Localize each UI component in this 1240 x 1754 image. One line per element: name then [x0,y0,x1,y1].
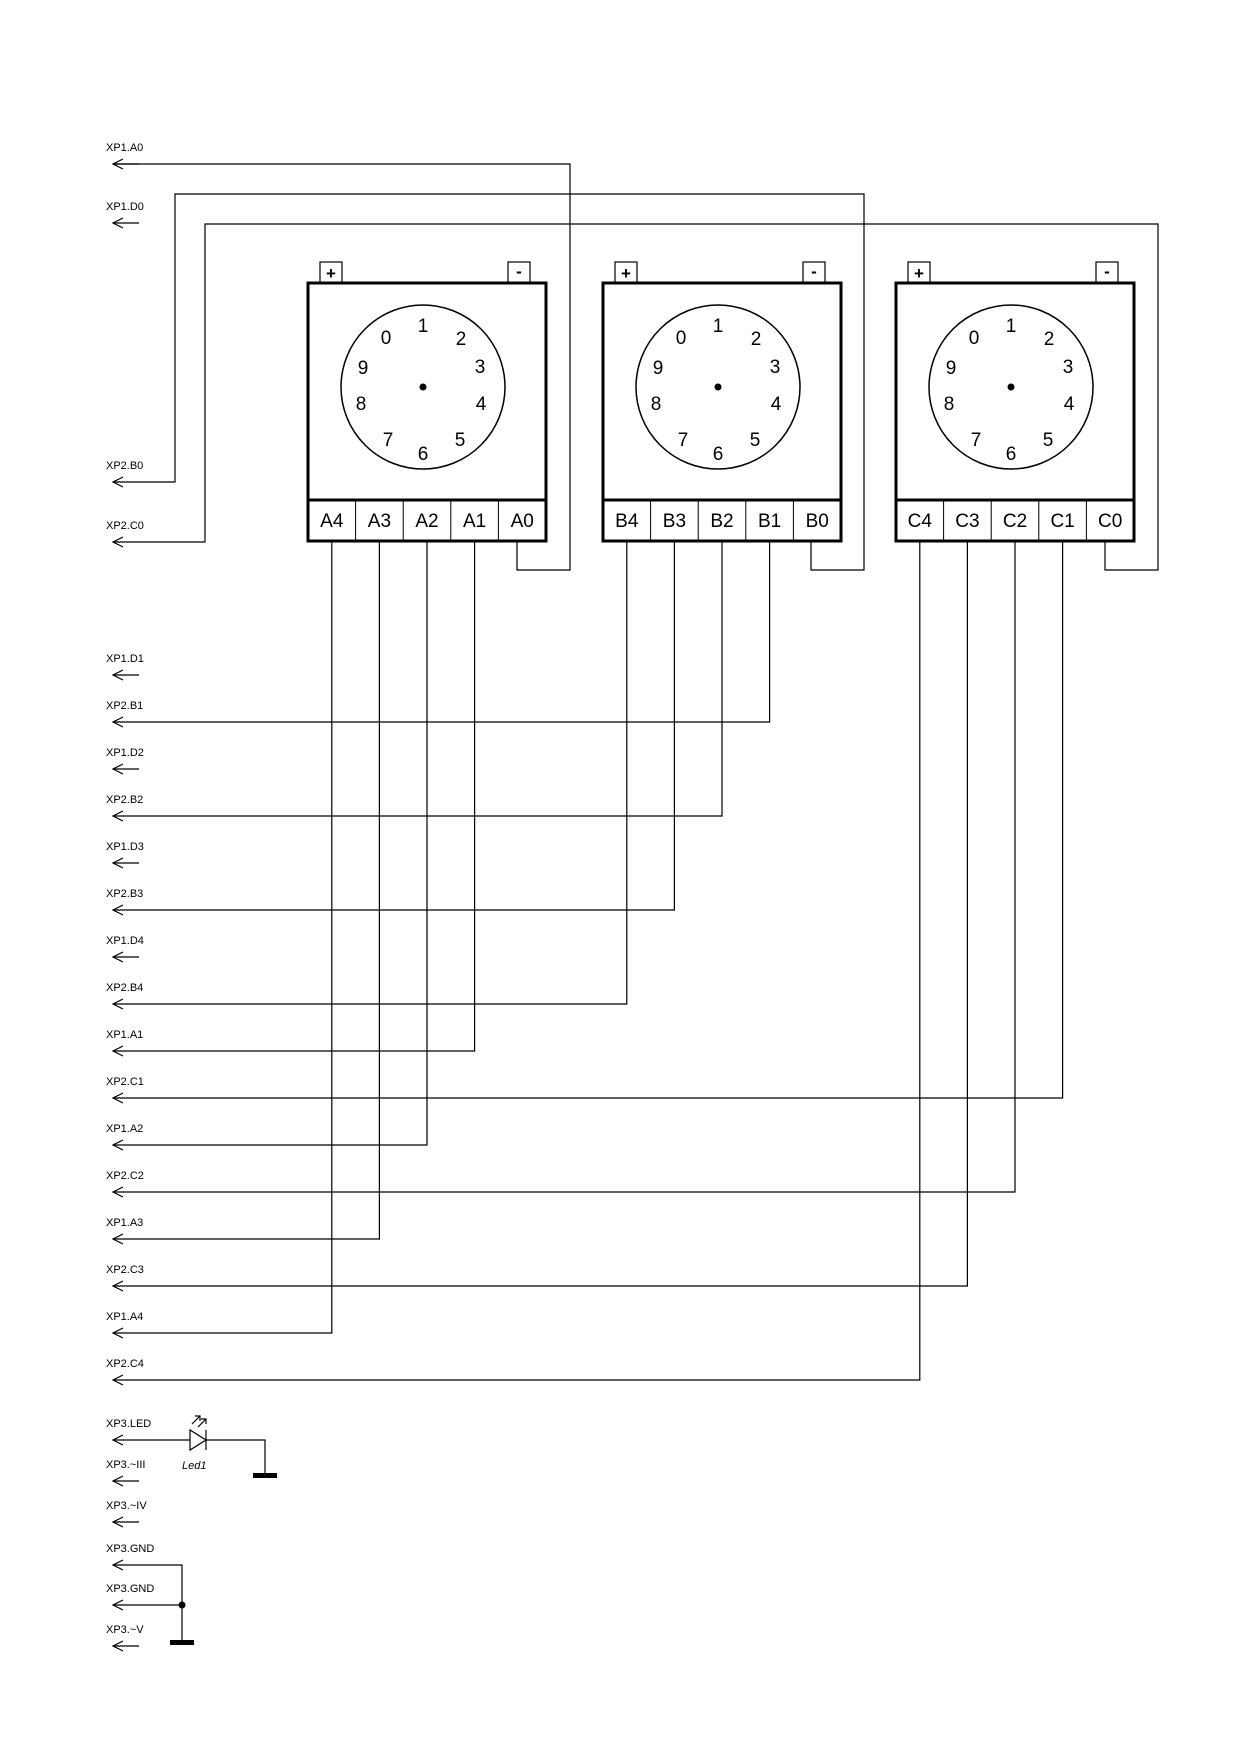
net-label: XP1.A0 [106,142,144,154]
wire-xp2-c2 [113,541,1015,1192]
net-labels [106,142,144,1370]
net-label: XP2.C3 [106,1264,144,1276]
net-label: XP2.B1 [106,700,144,712]
dial-digit: 1 [1005,316,1017,337]
dial [636,305,800,469]
pin-label: B2 [710,511,734,532]
dial-digit: 2 [455,329,467,350]
pin-label: A4 [320,511,344,532]
net-label: XP2.B3 [106,888,144,900]
net-label: XP3.~III [106,1459,146,1471]
net-label: XP1.D2 [106,747,144,759]
dial-digit: 3 [474,357,486,378]
led-ground-section [106,1416,277,1651]
wire-xp2-b3 [113,541,674,910]
dial-digit: 8 [943,394,955,415]
wire-a0 [113,164,570,570]
net-label: XP3.~IV [106,1500,147,1512]
minus-label: - [516,262,522,281]
dial-digit: 7 [382,430,394,451]
wire-b0 [113,194,864,570]
net-label: XP1.D3 [106,841,144,853]
dial-digit: 9 [357,358,369,379]
minus-terminal [1096,262,1118,283]
dial-digit: 0 [675,328,687,349]
rotary-switches [308,262,1134,541]
arrow-left-icon [113,764,139,774]
dial-digit: 3 [769,357,781,378]
dial-digit: 0 [968,328,980,349]
pin-label: A0 [510,511,534,532]
arrow-left-icon [113,858,139,868]
ground-icon [170,1640,194,1645]
pin-label: C3 [955,511,980,532]
net-label: XP2.B0 [106,460,144,472]
rotary-switch-b [603,262,841,541]
pin-label: A2 [415,511,439,532]
dial-digit: 2 [1043,329,1055,350]
wire-xp1-a4 [113,541,332,1333]
dial-digit: 6 [712,444,724,465]
plus-label: + [914,264,924,283]
pin-label: C0 [1098,511,1123,532]
dial-digit: 5 [1042,430,1054,451]
dial-digit: 9 [945,358,957,379]
plus-terminal [320,262,342,283]
dial-digit: 6 [417,444,429,465]
dial-digit: 4 [475,394,487,415]
dial-digit: 4 [1063,394,1075,415]
wire-xp1-a3 [113,541,379,1239]
pin-label: B3 [662,511,687,532]
led-ref-label: Led1 [182,1460,207,1472]
wire-xp1-a1 [113,541,475,1051]
arrow-left-icon [113,952,139,962]
dial-digit: 8 [355,394,367,415]
arrow-left-icon [113,1517,139,1527]
plus-label: + [326,264,336,283]
pin-label: A3 [367,511,392,532]
wire-xp2-c4 [113,541,920,1380]
dial-digit: 7 [970,430,982,451]
dial-digit: 8 [650,394,662,415]
pin-label: B1 [757,511,782,532]
net-label: XP2.C2 [106,1170,144,1182]
dial-digit: 2 [750,329,762,350]
ground-icon [253,1473,277,1478]
pin-label: B0 [805,511,829,532]
pin-label: C2 [1002,511,1028,532]
dial-digit: 3 [1062,357,1074,378]
net-label: XP1.A4 [106,1311,144,1323]
dial-digit: 0 [380,328,392,349]
minus-terminal [508,262,530,283]
net-label: XP1.D1 [106,653,144,665]
arrow-left-icon [113,670,139,680]
wiring [113,159,1158,1385]
dial-digit: 5 [454,430,466,451]
dial-digit: 1 [417,316,429,337]
pin-label: C4 [907,511,932,532]
pin-label: A1 [462,511,487,532]
dial-digit: 1 [712,316,724,337]
arrow-left-icon [113,1641,139,1651]
plus-label: + [621,264,631,283]
wire-xp2-b4 [113,541,627,1004]
net-label: XP2.C0 [106,520,144,532]
dial-digit: 4 [770,394,782,415]
net-label: XP1.D0 [106,201,144,213]
minus-label: - [811,262,817,281]
net-label: XP3.~V [106,1624,144,1636]
dial-digit: 9 [652,358,664,379]
wire-xp2-c3 [113,541,967,1286]
dial-center-dot [715,384,722,391]
net-label: XP1.A2 [106,1123,144,1135]
net-label: XP2.B2 [106,794,144,806]
net-label: XP3.GND [106,1543,155,1555]
pin-label: C1 [1050,511,1075,532]
arrow-left-icon [113,218,139,228]
net-label: XP2.C1 [106,1076,144,1088]
dial-digit: 6 [1005,444,1017,465]
pin-label: B4 [615,511,639,532]
rotary-switch-a [308,262,546,541]
dial-digit: 7 [677,430,689,451]
wire-xp2-b2 [113,541,722,816]
junction-dot [179,1602,186,1609]
plus-terminal [615,262,637,283]
net-label: XP3.GND [106,1583,155,1595]
dial-center-dot [1008,384,1015,391]
dial [341,305,505,469]
net-label: XP2.B4 [106,982,144,994]
minus-label: - [1104,262,1110,281]
dial-center-dot [420,384,427,391]
dial [929,305,1093,469]
minus-terminal [803,262,825,283]
net-label: XP3.LED [106,1418,152,1430]
wire-xp2-b1 [113,541,770,722]
net-label: XP1.D4 [106,935,144,947]
plus-terminal [908,262,930,283]
arrow-left-icon [113,1476,139,1486]
net-label: XP2.C4 [106,1358,144,1370]
net-label: XP1.A3 [106,1217,144,1229]
dial-digit: 5 [749,430,761,451]
rotary-switch-c [896,262,1134,541]
net-label: XP1.A1 [106,1029,144,1041]
